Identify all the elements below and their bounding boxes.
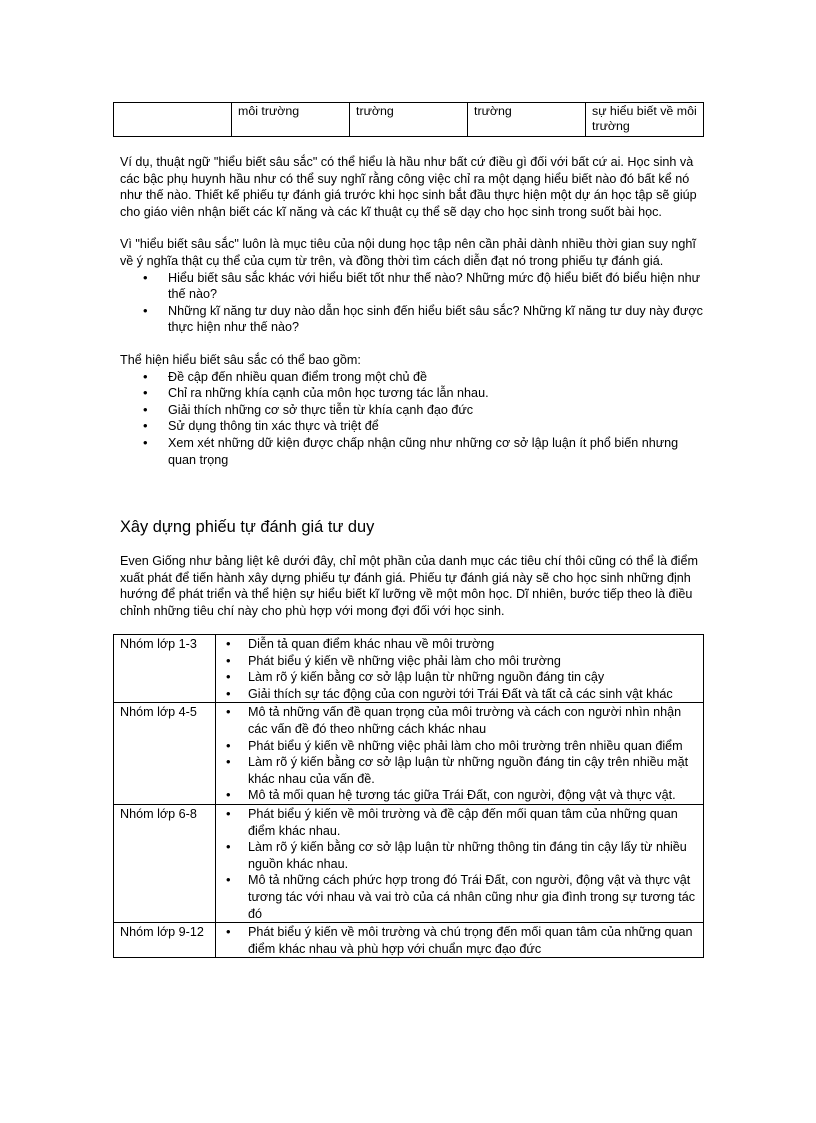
- list-item: • Làm rõ ý kiến bằng cơ sở lập luận từ những nguồn đáng tin cậy trên nhiều mặt khác nhau của vấn đề.: [222, 754, 697, 787]
- list-item: • Giải thích những cơ sở thực tiễn từ khía cạnh đạo đức: [120, 402, 705, 419]
- table-cell: trường: [468, 103, 586, 137]
- question-list: [120, 270, 705, 336]
- list-item: • Diễn tả quan điểm khác nhau về môi trường: [222, 636, 697, 653]
- list-item: • Phát biểu ý kiến về những việc phải làm cho môi trường trên nhiều quan điểm: [222, 738, 697, 755]
- list-item: • Phát biểu ý kiến về môi trường và đề cập đến mối quan tâm của những quan điểm khác nhau.: [222, 806, 697, 839]
- list-item: • Làm rõ ý kiến bằng cơ sở lập luận từ những thông tin đáng tin cậy lấy từ nhiều nguồn khác nhau.: [222, 839, 697, 872]
- table-row: [114, 804, 704, 922]
- table-row: [114, 103, 704, 137]
- grade-group-cell: Nhóm lớp 9-12: [114, 923, 216, 958]
- grade-group-cell: Nhóm lớp 4-5: [114, 703, 216, 805]
- list-item: • Giải thích sự tác động của con người tới Trái Đất và tất cả các sinh vật khác: [222, 686, 697, 703]
- table-row: [114, 635, 704, 703]
- list-item: • Sử dụng thông tin xác thực và triệt để: [120, 418, 705, 435]
- rubric-section: [120, 517, 705, 619]
- list-item: • Hiểu biết sâu sắc khác với hiểu biết tốt như thế nào? Những mức độ hiểu biết đó biểu hiện như thế nào?: [120, 270, 705, 303]
- criteria-cell: [216, 635, 704, 703]
- table-cell: sự hiểu biết về môi trường: [586, 103, 704, 137]
- section-heading: Xây dựng phiếu tự đánh giá tư duy: [120, 518, 375, 536]
- criteria-cell: [216, 923, 704, 958]
- criteria-cell: [216, 703, 704, 805]
- grade-group-cell: Nhóm lớp 6-8: [114, 804, 216, 922]
- list-item: • Những kĩ năng tư duy nào dẫn học sinh đến hiểu biết sâu sắc? Những kĩ năng tư duy này được thực hiện như thế nào?: [120, 303, 705, 336]
- intro-paragraph-1: Ví dụ, thuật ngữ "hiểu biết sâu sắc" có thể hiểu là hầu như bất cứ điều gì đối với bất cứ ai. Học sinh và các bậc phụ huynh hầu như có thể suy nghĩ rằng công việc chỉ ra một dạng hiểu biết nào đó bất kể nó như thế nào. Thiết kế phiếu tự đánh giá trước khi học sinh bắt đầu thực hiện một dự án học tập sẽ giúp cho giáo viên nhận biết các kĩ năng và các kĩ thuật cụ thể sẽ dạy cho học sinh trong suốt bài học.: [120, 155, 697, 219]
- criteria-cell: [216, 804, 704, 922]
- section-paragraph: Even Giống như bảng liệt kê dưới đây, chỉ một phần của danh mục các tiêu chí thôi cũng có thể là điểm xuất phát để tiến hành xây dựng phiếu tự đánh giá. Phiếu tự đánh giá này sẽ cho học sinh những định hướng để phát triển và thể hiện sự hiểu biết kĩ lưỡng về một môn học. Dĩ nhiên, bước tiếp theo là điều chỉnh những tiêu chí này cho phù hợp với mong đợi đối với học sinh.: [120, 554, 698, 618]
- criteria-table-fragment: [113, 102, 704, 137]
- table-cell: trường: [350, 103, 468, 137]
- table-cell: [114, 103, 232, 137]
- table-row: [114, 923, 704, 958]
- list-item: • Mô tả mối quan hệ tương tác giữa Trái Đất, con người, động vật và thực vật.: [222, 787, 697, 804]
- table-cell: môi trường: [232, 103, 350, 137]
- list-item: • Mô tả những vấn đề quan trọng của môi trường và cách con người nhìn nhận các vấn đề đó theo những cách khác nhau: [222, 704, 697, 737]
- intro-section: [120, 154, 705, 468]
- list-item: • Mô tả những cách phức hợp trong đó Trái Đất, con người, động vật và thực vật tương tác với nhau và vai trò của cá nhân cũng như gia đình trong sự tương tác đó: [222, 872, 697, 922]
- intro-paragraph-2: Vì "hiểu biết sâu sắc" luôn là mục tiêu của nội dung học tập nên cần phải dành nhiều thời gian suy nghĩ về ý nghĩa thật cụ thể của cụm từ trên, và đồng thời tìm cách diễn đạt nó trong phiếu tự đánh giá.: [120, 237, 696, 268]
- grade-criteria-table: [113, 634, 704, 958]
- list-item: • Chỉ ra những khía cạnh của môn học tương tác lẫn nhau.: [120, 385, 705, 402]
- grade-group-cell: Nhóm lớp 1-3: [114, 635, 216, 703]
- list-item: • Đề cập đến nhiều quan điểm trong một chủ đề: [120, 369, 705, 386]
- list-item: • Phát biểu ý kiến về môi trường và chú trọng đến mối quan tâm của những quan điểm khác nhau và phù hợp với chuẩn mực đạo đức: [222, 924, 697, 957]
- example-list: [120, 369, 705, 469]
- list-item: • Phát biểu ý kiến về những việc phải làm cho môi trường: [222, 653, 697, 670]
- list-item: • Xem xét những dữ kiện được chấp nhận cũng như những cơ sở lập luận ít phổ biến nhưng quan trọng: [120, 435, 705, 468]
- list-item: • Làm rõ ý kiến bằng cơ sở lập luận từ những nguồn đáng tin cậy: [222, 669, 697, 686]
- table-row: [114, 703, 704, 805]
- intro-paragraph-3: Thể hiện hiểu biết sâu sắc có thể bao gồm:: [120, 352, 361, 367]
